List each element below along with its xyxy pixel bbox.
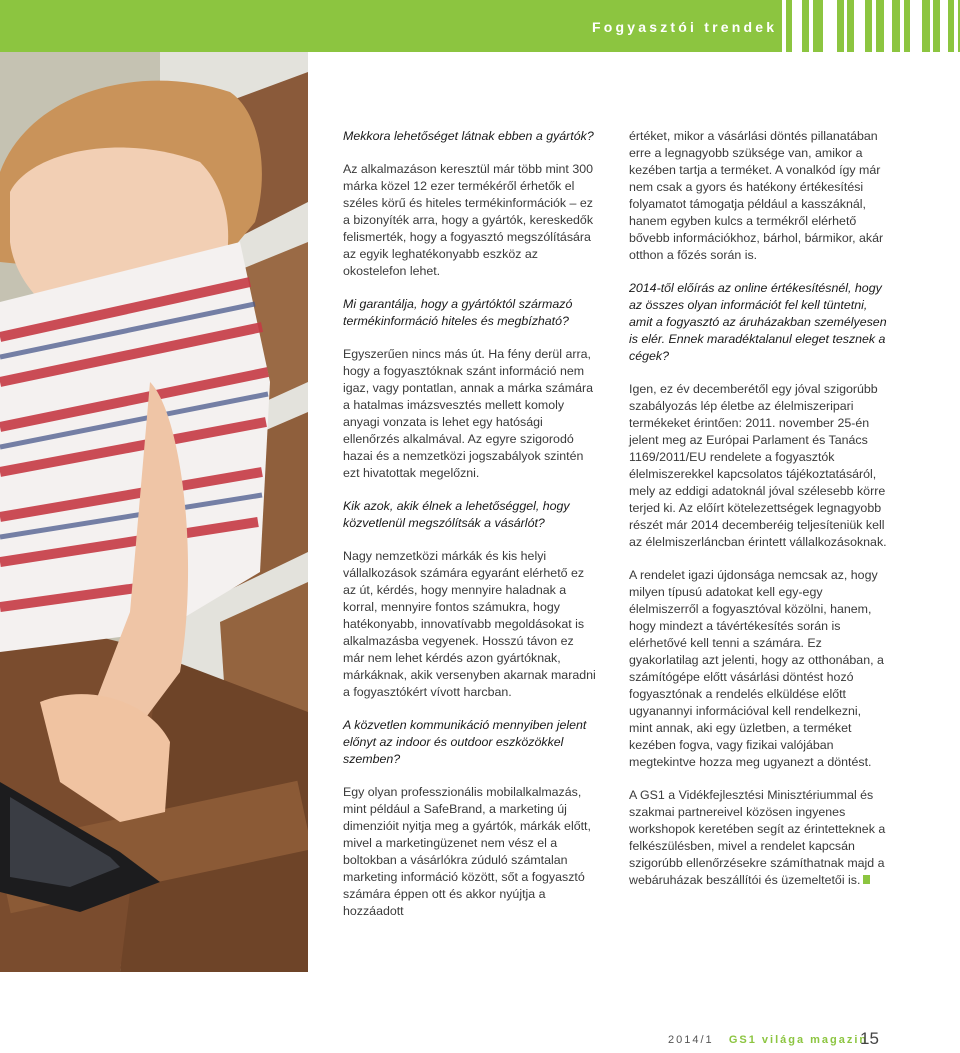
interview-answer: Az alkalmazáson keresztül már több mint 300 márka közel 12 ezer termékéről érhetők el széles körű és hiteles termékinformációk – ez a bizonyíték arra, hogy a gyártók, kereskedők felismerték, hogy a fogyasztó megszólítására az egyik leghatékonyabb eszköz az okostelefon lehet. <box>343 162 594 278</box>
interview-question: 2014-től előírás az online értékesítésnél, hogy az összes olyan információt fel kell tüntetni, amit a fogyasztó az áruházakban személyesen is elér. Ennek maradéktalanul eleget tesznek a cégek? <box>629 281 887 363</box>
interview-answer: Egyszerűen nincs más út. Ha fény derül arra, hogy a fogyasztóknak szánt információ nem igaz, vagy pontatlan, annak a márka számára a hatalmas imázsvesztés mellett komoly anyagi vonzata is lehet egy hatósági ellenőrzés alkalmával. Az egyre szigorodó hazai és a nemzetközi jogszabályok szintén ezt hivatottak megelőzni. <box>343 347 594 480</box>
page-number: 15 <box>860 1029 879 1048</box>
interview-question: Mekkora lehetőséget látnak ebben a gyártók? <box>343 129 594 143</box>
header-stripes <box>782 0 960 52</box>
interview-answer-final <box>629 787 887 889</box>
interview-question: A közvetlen kommunikáció mennyiben jelent előnyt az indoor és outdoor eszközökkel szemben? <box>343 718 587 766</box>
child-with-tablet-photo <box>0 52 308 972</box>
interview-answer: Igen, ez év decemberétől egy jóval szigorúbb szabályozás lép életbe az élelmiszeripari termékeket érintően: 2011. november 25-én jelent meg az Európai Parlament és Tanács 1169/2011/EU rendelete a fogyasztók élelmiszerekkel kapcsolatos tájékoztatásáról, mely az eddigi adatoknál jóval szélesebb körre terjed ki. Az előírt kötelezettségek legnagyobb részét már 2014 decemberéig teljesíteniük kell az élelmiszerláncban érintett vállalkozásoknak. <box>629 382 887 549</box>
section-title: Fogyasztói trendek <box>592 19 778 35</box>
header-bar <box>0 0 960 52</box>
interview-question: Mi garantálja, hogy a gyártóktól származó termékinformáció hiteles és megbízható? <box>343 297 573 328</box>
interview-question: Kik azok, akik élnek a lehetőséggel, hogy közvetlenül megszólítsák a vásárlót? <box>343 499 570 530</box>
article-column-right <box>629 128 887 905</box>
footer <box>668 1034 868 1046</box>
final-paragraph-text: A GS1 a Vidékfejlesztési Minisztériummal és szakmai partnereivel közösen ingyenes workshopok keretében segít az érintetteknek a felkészülésben, mivel a rendelet kapcsán szigorúbb ellenőrzésekre számíthatnak majd a webáruházak beszállítói és üzemeltetői is. <box>629 788 886 887</box>
interview-answer: értéket, mikor a vásárlási döntés pillanatában erre a legnagyobb szüksége van, amikor a kezében tartja a terméket. A vonalkód így már nem csak a gyors és hatékony értékesítési folyamatot támogatja például a kasszáknál, hanem egyben kulcs a termékről elérhető bővebb információkhoz, bárhol, bármikor, akár otthon a főzés során is. <box>629 129 884 262</box>
interview-answer: Egy olyan professzionális mobilalkalmazás, mint például a SafeBrand, a marketing új dimenzióit nyitja meg a gyártók, márkák előtt, mivel a marketingüzenet nem vész el a boltokban a vásárlókra zúduló számtalan marketing információ között, sőt a fogyasztó számára éppen ott és akkor nyújtja a hozzáadott <box>343 785 591 918</box>
magazine-name: GS1 világa magazin <box>728 1034 869 1046</box>
end-mark-icon <box>863 875 870 884</box>
article-column-left <box>343 128 598 936</box>
interview-answer: Nagy nemzetközi márkák és kis helyi vállalkozások számára egyaránt elérhető ez az út, kérdés, hogy mennyire haladnak a korral, mennyire fontos számukra, hogy hatékonyabb, innovatívabb megoldásokat is alkalmazásba vegyenek. Hosszú távon ez már nem lehet kérdés azon gyártóknak, márkáknak, akik versenyben akarnak maradni a fogyasztókért vívott harcban. <box>343 549 596 699</box>
interview-answer: A rendelet igazi újdonsága nemcsak az, hogy milyen típusú adatokat kell egy-egy élelmiszerről a fogyasztóval közölni, hanem, hogy mindezt a távértékesítés során is elérhetővé kell tenni a számára. Ez gyakorlatilag azt jelenti, hogy az otthonában, a számítógépe előtt vásárlási döntést hozó fogyasztónak a rendelés elküldése előtt ugyanannyi információval kell rendelkezni, mint annak, aki egy üzletben, a terméket kezében fogva, vagy fizikai valójában megtekintve hozza meg ugyanezt a döntést. <box>629 568 884 769</box>
issue-number: 2014/1 <box>668 1034 714 1046</box>
